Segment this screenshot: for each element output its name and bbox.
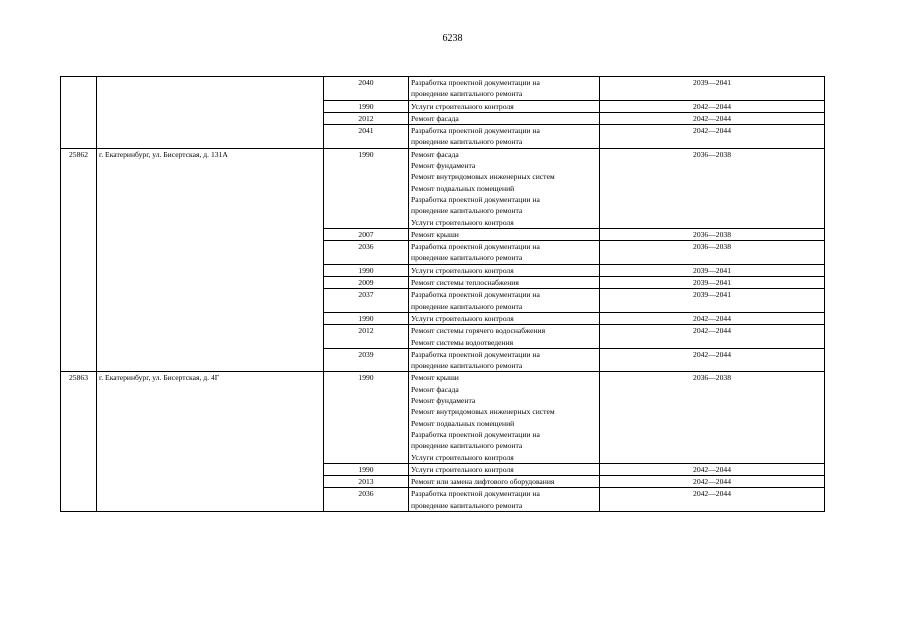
work-type-cell — [409, 264, 600, 276]
work-type-cell — [409, 325, 600, 349]
object-number-cell: 25862 — [61, 148, 97, 372]
period-cell: 2042—2044 — [600, 125, 825, 149]
work-line: Ремонт системы теплоснабжения — [411, 278, 519, 288]
work-type-cell — [409, 476, 600, 488]
period-cell: 2042—2044 — [600, 488, 825, 512]
year-cell: 2013 — [324, 476, 409, 488]
repair-schedule-body — [61, 77, 825, 512]
work-type-cell — [409, 348, 600, 372]
work-line: Разработка проектной документации на — [411, 349, 540, 359]
period-cell: 2042—2044 — [600, 100, 825, 112]
period-cell: 2036—2038 — [600, 228, 825, 240]
work-line: Ремонт фундамента — [411, 396, 476, 406]
object-number-cell — [61, 77, 97, 149]
work-line: Ремонт системы водоотведения — [411, 337, 514, 347]
period-cell: 2042—2044 — [600, 476, 825, 488]
period-cell: 2036—2038 — [600, 241, 825, 265]
year-cell: 2037 — [324, 289, 409, 313]
work-line: Услуги строительного контроля — [411, 265, 514, 275]
work-line: проведение капитального ремонта — [411, 137, 523, 147]
work-line: Ремонт фасада — [411, 113, 459, 123]
period-cell: 2039—2041 — [600, 277, 825, 289]
work-line: Ремонт фасада — [411, 149, 459, 159]
year-cell: 2036 — [324, 488, 409, 512]
work-line: проведение капитального ремонта — [411, 253, 523, 263]
period-cell: 2039—2041 — [600, 289, 825, 313]
year-cell: 2009 — [324, 277, 409, 289]
work-type-cell — [409, 289, 600, 313]
work-line: Ремонт крыши — [411, 229, 459, 239]
period-cell: 2039—2041 — [600, 77, 825, 101]
work-line: Ремонт фасада — [411, 384, 459, 394]
work-line: Разработка проектной документации на — [411, 78, 540, 87]
period-cell: 2042—2044 — [600, 112, 825, 124]
work-line: Ремонт системы горячего водоснабжения — [411, 326, 546, 336]
year-cell: 1990 — [324, 463, 409, 475]
work-type-cell — [409, 148, 600, 228]
work-line: Ремонт подвальных помещений — [411, 418, 515, 428]
year-cell: 2007 — [324, 228, 409, 240]
work-type-cell — [409, 77, 600, 101]
work-type-cell — [409, 488, 600, 512]
work-type-cell — [409, 372, 600, 463]
year-cell: 2012 — [324, 325, 409, 349]
year-cell: 2012 — [324, 112, 409, 124]
year-cell: 2040 — [324, 77, 409, 101]
page-number: 6238 — [442, 33, 463, 44]
year-cell: 1990 — [324, 148, 409, 228]
work-line: Услуги строительного контроля — [411, 464, 514, 474]
address-cell: г. Екатеринбург, ул. Бисертская, д. 131А — [97, 148, 324, 372]
table-row — [61, 77, 825, 101]
period-cell: 2042—2044 — [600, 312, 825, 324]
work-line: Разработка проектной документации на — [411, 194, 540, 204]
work-line: Ремонт фундамента — [411, 161, 476, 171]
work-line: Услуги строительного контроля — [411, 101, 514, 111]
work-type-cell — [409, 241, 600, 265]
year-cell: 1990 — [324, 100, 409, 112]
work-line: Разработка проектной документации на — [411, 489, 540, 499]
work-line: Ремонт внутридомовых инженерных систем — [411, 407, 555, 417]
work-type-cell — [409, 228, 600, 240]
work-type-cell — [409, 112, 600, 124]
work-type-cell — [409, 312, 600, 324]
period-cell: 2039—2041 — [600, 264, 825, 276]
year-cell: 2036 — [324, 241, 409, 265]
work-line: Разработка проектной документации на — [411, 126, 540, 136]
repair-schedule-table — [60, 76, 825, 512]
work-line: проведение капитального ремонта — [411, 301, 523, 311]
work-line: Ремонт внутридомовых инженерных систем — [411, 172, 555, 182]
work-type-cell — [409, 100, 600, 112]
work-line: Разработка проектной документации на — [411, 290, 540, 300]
year-cell: 1990 — [324, 312, 409, 324]
work-line: проведение капитального ремонта — [411, 500, 523, 510]
address-cell — [97, 77, 324, 149]
work-type-cell — [409, 125, 600, 149]
work-type-cell — [409, 277, 600, 289]
year-cell: 1990 — [324, 264, 409, 276]
address-cell: г. Екатеринбург, ул. Бисертская, д. 4Г — [97, 372, 324, 512]
work-line: Разработка проектной документации на — [411, 429, 540, 439]
work-line: Услуги строительного контроля — [411, 452, 514, 462]
period-cell: 2036—2038 — [600, 148, 825, 228]
work-line: проведение капитального ремонта — [411, 206, 523, 216]
work-line: Разработка проектной документации на — [411, 242, 540, 252]
work-type-cell — [409, 463, 600, 475]
period-cell: 2036—2038 — [600, 372, 825, 463]
year-cell: 2039 — [324, 348, 409, 372]
work-line: Ремонт подвальных помещений — [411, 183, 515, 193]
period-cell: 2042—2044 — [600, 348, 825, 372]
work-line: проведение капитального ремонта — [411, 441, 523, 451]
year-cell: 2041 — [324, 125, 409, 149]
period-cell: 2042—2044 — [600, 325, 825, 349]
period-cell: 2042—2044 — [600, 463, 825, 475]
table-row — [61, 372, 825, 463]
work-line: проведение капитального ремонта — [411, 361, 523, 371]
table-row — [61, 148, 825, 228]
work-line: Ремонт крыши — [411, 373, 459, 383]
work-line: Услуги строительного контроля — [411, 313, 514, 323]
work-line: проведение капитального ремонта — [411, 89, 523, 99]
work-line: Ремонт или замена лифтового оборудования — [411, 477, 555, 487]
year-cell: 1990 — [324, 372, 409, 463]
work-line: Услуги строительного контроля — [411, 217, 514, 227]
object-number-cell: 25863 — [61, 372, 97, 512]
